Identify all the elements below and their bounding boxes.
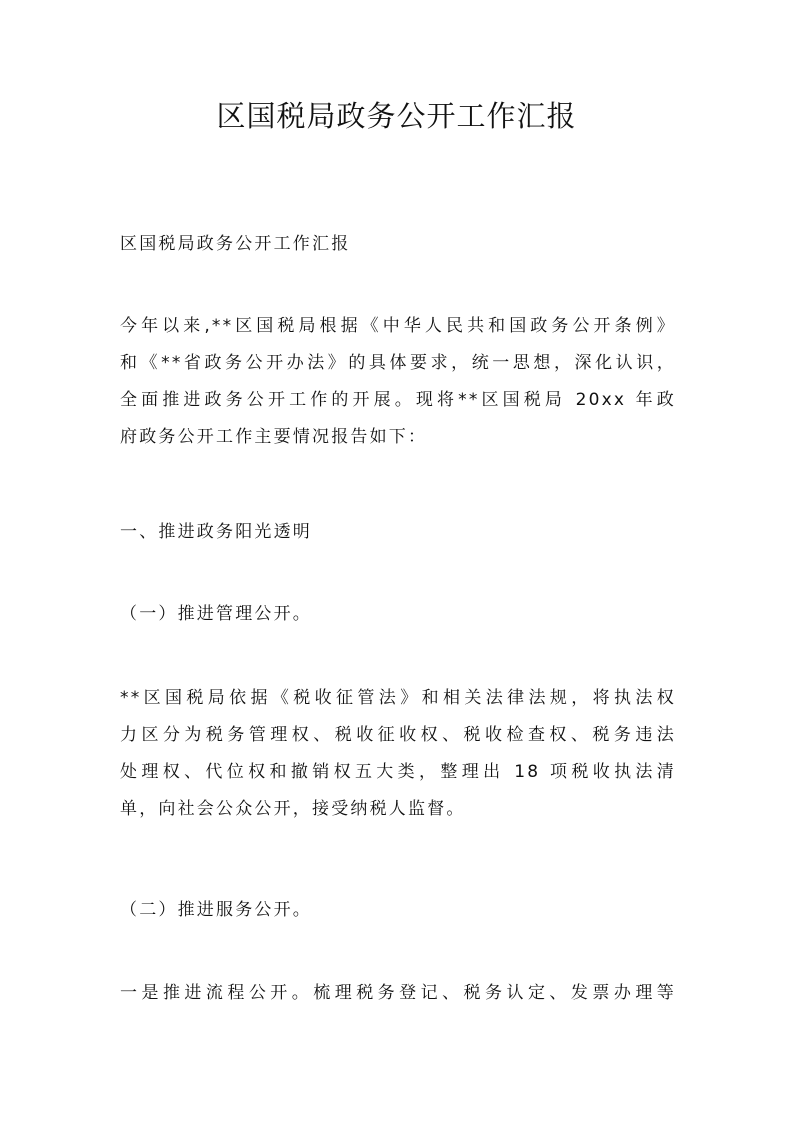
intro-line-4: 府政务公开工作主要情况报告如下： [120,427,428,447]
intro-line-1: 今年以来,**区国税局根据《中华人民共和国政务公开条例》 [120,316,676,336]
sub1-line-2: 力区分为税务管理权、税收征收权、税收检查权、税务违法 [120,725,676,745]
subsection-1-heading [120,596,676,633]
subtitle-line: 区国税局政务公开工作汇报 [120,234,351,254]
section-1-heading [120,514,676,551]
sub1-line-1: **区国税局依据《税收征管法》和相关法律法规，将执法权 [120,688,676,708]
subsection-1-paragraph [120,680,676,828]
document-title: 区国税局政务公开工作汇报 [216,99,577,133]
sub1-line-3: 处理权、代位权和撤销权五大类，整理出 18 项税收执法清 [120,762,676,782]
subsection-2-paragraph [120,975,676,1012]
subsection-1-heading-text: （一）推进管理公开。 [120,604,312,624]
sub2-line-1: 一是推进流程公开。梳理税务登记、税务认定、发票办理等 [120,983,676,1003]
subsection-2-heading [120,892,676,929]
section-1-heading-text: 一、推进政务阳光透明 [120,522,312,542]
subsection-2-heading-text: （二）推进服务公开。 [120,900,312,920]
document-subtitle [120,226,676,263]
intro-line-3: 全面推进政务公开工作的开展。现将**区国税局 20xx 年政 [120,390,676,410]
sub1-line-4: 单，向社会公众公开，接受纳税人监督。 [120,799,466,819]
intro-line-2: 和《**省政务公开办法》的具体要求，统一思想，深化认识， [120,353,676,373]
intro-paragraph [120,308,676,456]
